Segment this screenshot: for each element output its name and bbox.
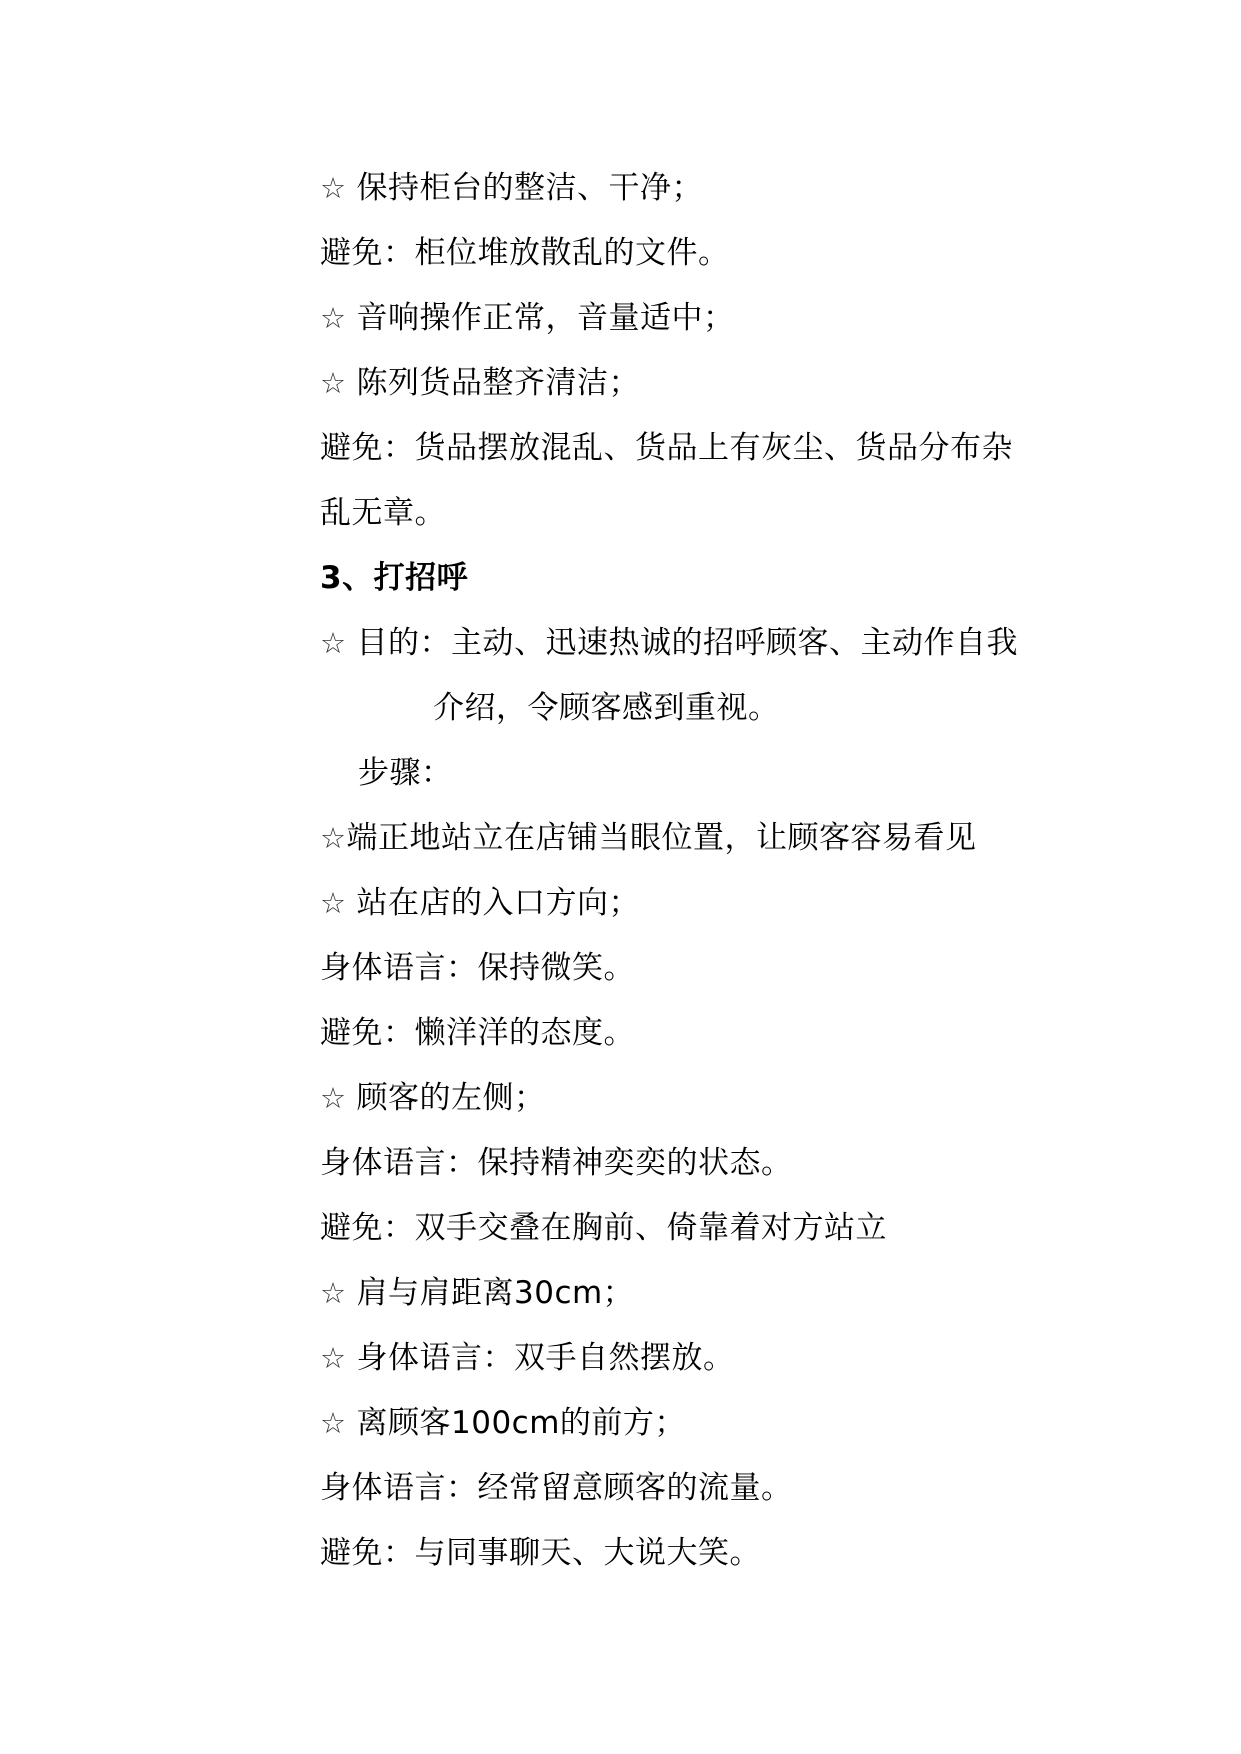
text-line (320, 1066, 1060, 1131)
line-text: 站在店的入口方向； (356, 885, 640, 921)
text-line (320, 286, 1060, 351)
text-line (320, 221, 1060, 286)
steps-label (320, 741, 1060, 806)
text-line (320, 1521, 1060, 1586)
text-line (320, 1196, 1060, 1261)
line-text: 保持柜台的整洁、干净； (356, 170, 703, 206)
line-text: 身体语言：保持微笑。 (320, 950, 635, 986)
text-line (320, 416, 1060, 481)
line-text: 端正地站立在店铺当眼位置，让顾客容易看见 (346, 820, 977, 856)
text-line (320, 936, 1060, 1001)
heading-text: 3、打招呼 (320, 560, 469, 596)
line-text: 步骤： (358, 755, 453, 791)
line-text: 顾客的左侧； (356, 1080, 546, 1116)
star-icon: ☆ (320, 301, 347, 335)
text-line (320, 351, 1060, 416)
line-text: 避免：懒洋洋的态度。 (320, 1015, 635, 1051)
text-line (320, 1326, 1060, 1391)
text-line (320, 1001, 1060, 1066)
line-text: 目的：主动、迅速热诚的招呼顾客、主动作自我 (356, 625, 1018, 661)
line-text: 避免：与同事聊天、大说大笑。 (320, 1535, 761, 1571)
line-text: 避免：柜位堆放散乱的文件。 (320, 235, 730, 271)
section-heading (320, 546, 1060, 611)
line-text: 离顾客100cm的前方； (356, 1405, 686, 1441)
text-line (320, 156, 1060, 221)
star-icon: ☆ (320, 886, 347, 920)
star-icon: ☆ (320, 626, 347, 660)
text-line (320, 871, 1060, 936)
text-line (320, 1131, 1060, 1196)
line-text: 避免：双手交叠在胸前、倚靠着对方站立 (320, 1210, 887, 1246)
line-text: 介绍，令顾客感到重视。 (433, 690, 780, 726)
text-line (320, 1261, 1060, 1326)
line-text: 乱无章。 (320, 495, 446, 531)
text-line (320, 1391, 1060, 1456)
line-text: 身体语言：保持精神奕奕的状态。 (320, 1145, 793, 1181)
document-body (320, 156, 1060, 1586)
text-line (320, 611, 1060, 676)
line-text: 音响操作正常，音量适中； (356, 300, 735, 336)
star-icon: ☆ (320, 1276, 347, 1310)
star-icon: ☆ (320, 1406, 347, 1440)
text-line (320, 481, 1060, 546)
star-icon: ☆ (320, 1081, 347, 1115)
star-icon: ☆ (320, 366, 347, 400)
text-line (320, 676, 1060, 741)
line-text: 身体语言：双手自然摆放。 (356, 1340, 735, 1376)
star-icon: ☆ (320, 821, 347, 855)
line-text: 避免：货品摆放混乱、货品上有灰尘、货品分布杂 (320, 430, 1013, 466)
star-icon: ☆ (320, 1341, 347, 1375)
star-icon: ☆ (320, 171, 347, 205)
line-text: 陈列货品整齐清洁； (356, 365, 640, 401)
line-text: 肩与肩距离30cm； (356, 1275, 635, 1311)
line-text: 身体语言：经常留意顾客的流量。 (320, 1470, 793, 1506)
text-line (320, 806, 1060, 871)
text-line (320, 1456, 1060, 1521)
